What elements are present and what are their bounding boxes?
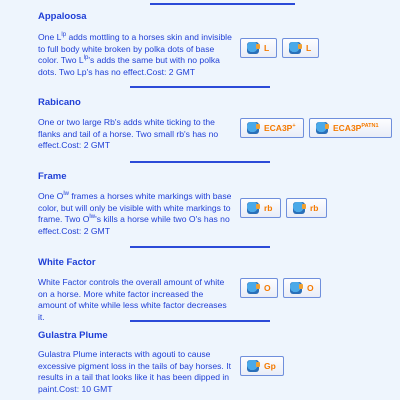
gene-button-label: ECA3P: [333, 123, 362, 133]
gene-button-label: L: [306, 43, 312, 53]
section-description-frame: One $O^{lw}$ frames a horses white markings with base color, but will only be visible with white markings to frame. Two $O^{lw}'s$ kills a horse while two O's has no effect.Cost: 2 GMT: [38, 191, 232, 236]
horse-icon: [247, 282, 259, 294]
section-title-frame: Frame: [38, 171, 67, 182]
horse-icon: [247, 42, 259, 54]
horse-icon: [247, 360, 259, 372]
horse-icon: [316, 122, 328, 134]
section-divider: [130, 246, 270, 248]
section-divider: [130, 86, 270, 88]
horse-icon: [293, 202, 305, 214]
gene-button-label: L: [264, 43, 270, 53]
section-title-white-factor: White Factor: [38, 257, 96, 268]
gene-button-frame-2[interactable]: [286, 198, 327, 218]
gene-button-appaloosa-1[interactable]: [240, 38, 277, 58]
gene-button-label: Gp: [264, 361, 276, 371]
section-title-rabicano: Rabicano: [38, 97, 81, 108]
section-divider: [150, 3, 295, 5]
gene-button-label: rb: [310, 203, 319, 213]
gene-button-white-factor-1[interactable]: [240, 278, 278, 298]
gene-button-gulastra-plume[interactable]: [240, 356, 284, 376]
section-title-gulastra-plume: Gulastra Plume: [38, 330, 108, 341]
gene-button-white-factor-2[interactable]: [283, 278, 321, 298]
horse-icon: [290, 282, 302, 294]
gene-button-appaloosa-2[interactable]: [282, 38, 319, 58]
gene-button-label: O: [264, 283, 271, 293]
gene-button-frame-1[interactable]: [240, 198, 281, 218]
gene-button-label: rb: [264, 203, 273, 213]
section-description-white-factor: White Factor controls the overall amount of white on a horse. More white factor increased the amount of white while less white factor decreases it.: [38, 277, 227, 322]
gene-button-sup: +: [292, 123, 296, 130]
gene-button-rabicano-1[interactable]: [240, 118, 304, 138]
gene-button-rabicano-2[interactable]: [309, 118, 392, 138]
section-divider: [130, 161, 270, 163]
horse-icon: [289, 42, 301, 54]
gene-button-sup: PATN1: [361, 123, 379, 130]
section-description-appaloosa: One $L^{lp}$ adds mottling to a horses skin and invisible to full body white broken by polka dots of base color. Two $L^{lp}'s$ adds the same but with no polka dots. Two Lp's has no effect.Cost: 2 GMT: [38, 32, 232, 77]
section-description-rabicano: One or two large Rb's adds white ticking to the flanks and tail of a horse. Two small rb's has no effect.Cost: 2 GMT: [38, 117, 219, 151]
gene-button-label: ECA3P: [264, 123, 293, 133]
horse-icon: [247, 202, 259, 214]
gene-button-label: O: [307, 283, 314, 293]
horse-icon: [247, 122, 259, 134]
section-description-gulastra-plume: Gulastra Plume interacts with agouti to cause excessive pigment loss in the tails of bay horses. It results in a tail that looks like it has been dipped in paint.Cost: 10 GMT: [38, 349, 231, 394]
section-title-appaloosa: Appaloosa: [38, 11, 87, 22]
